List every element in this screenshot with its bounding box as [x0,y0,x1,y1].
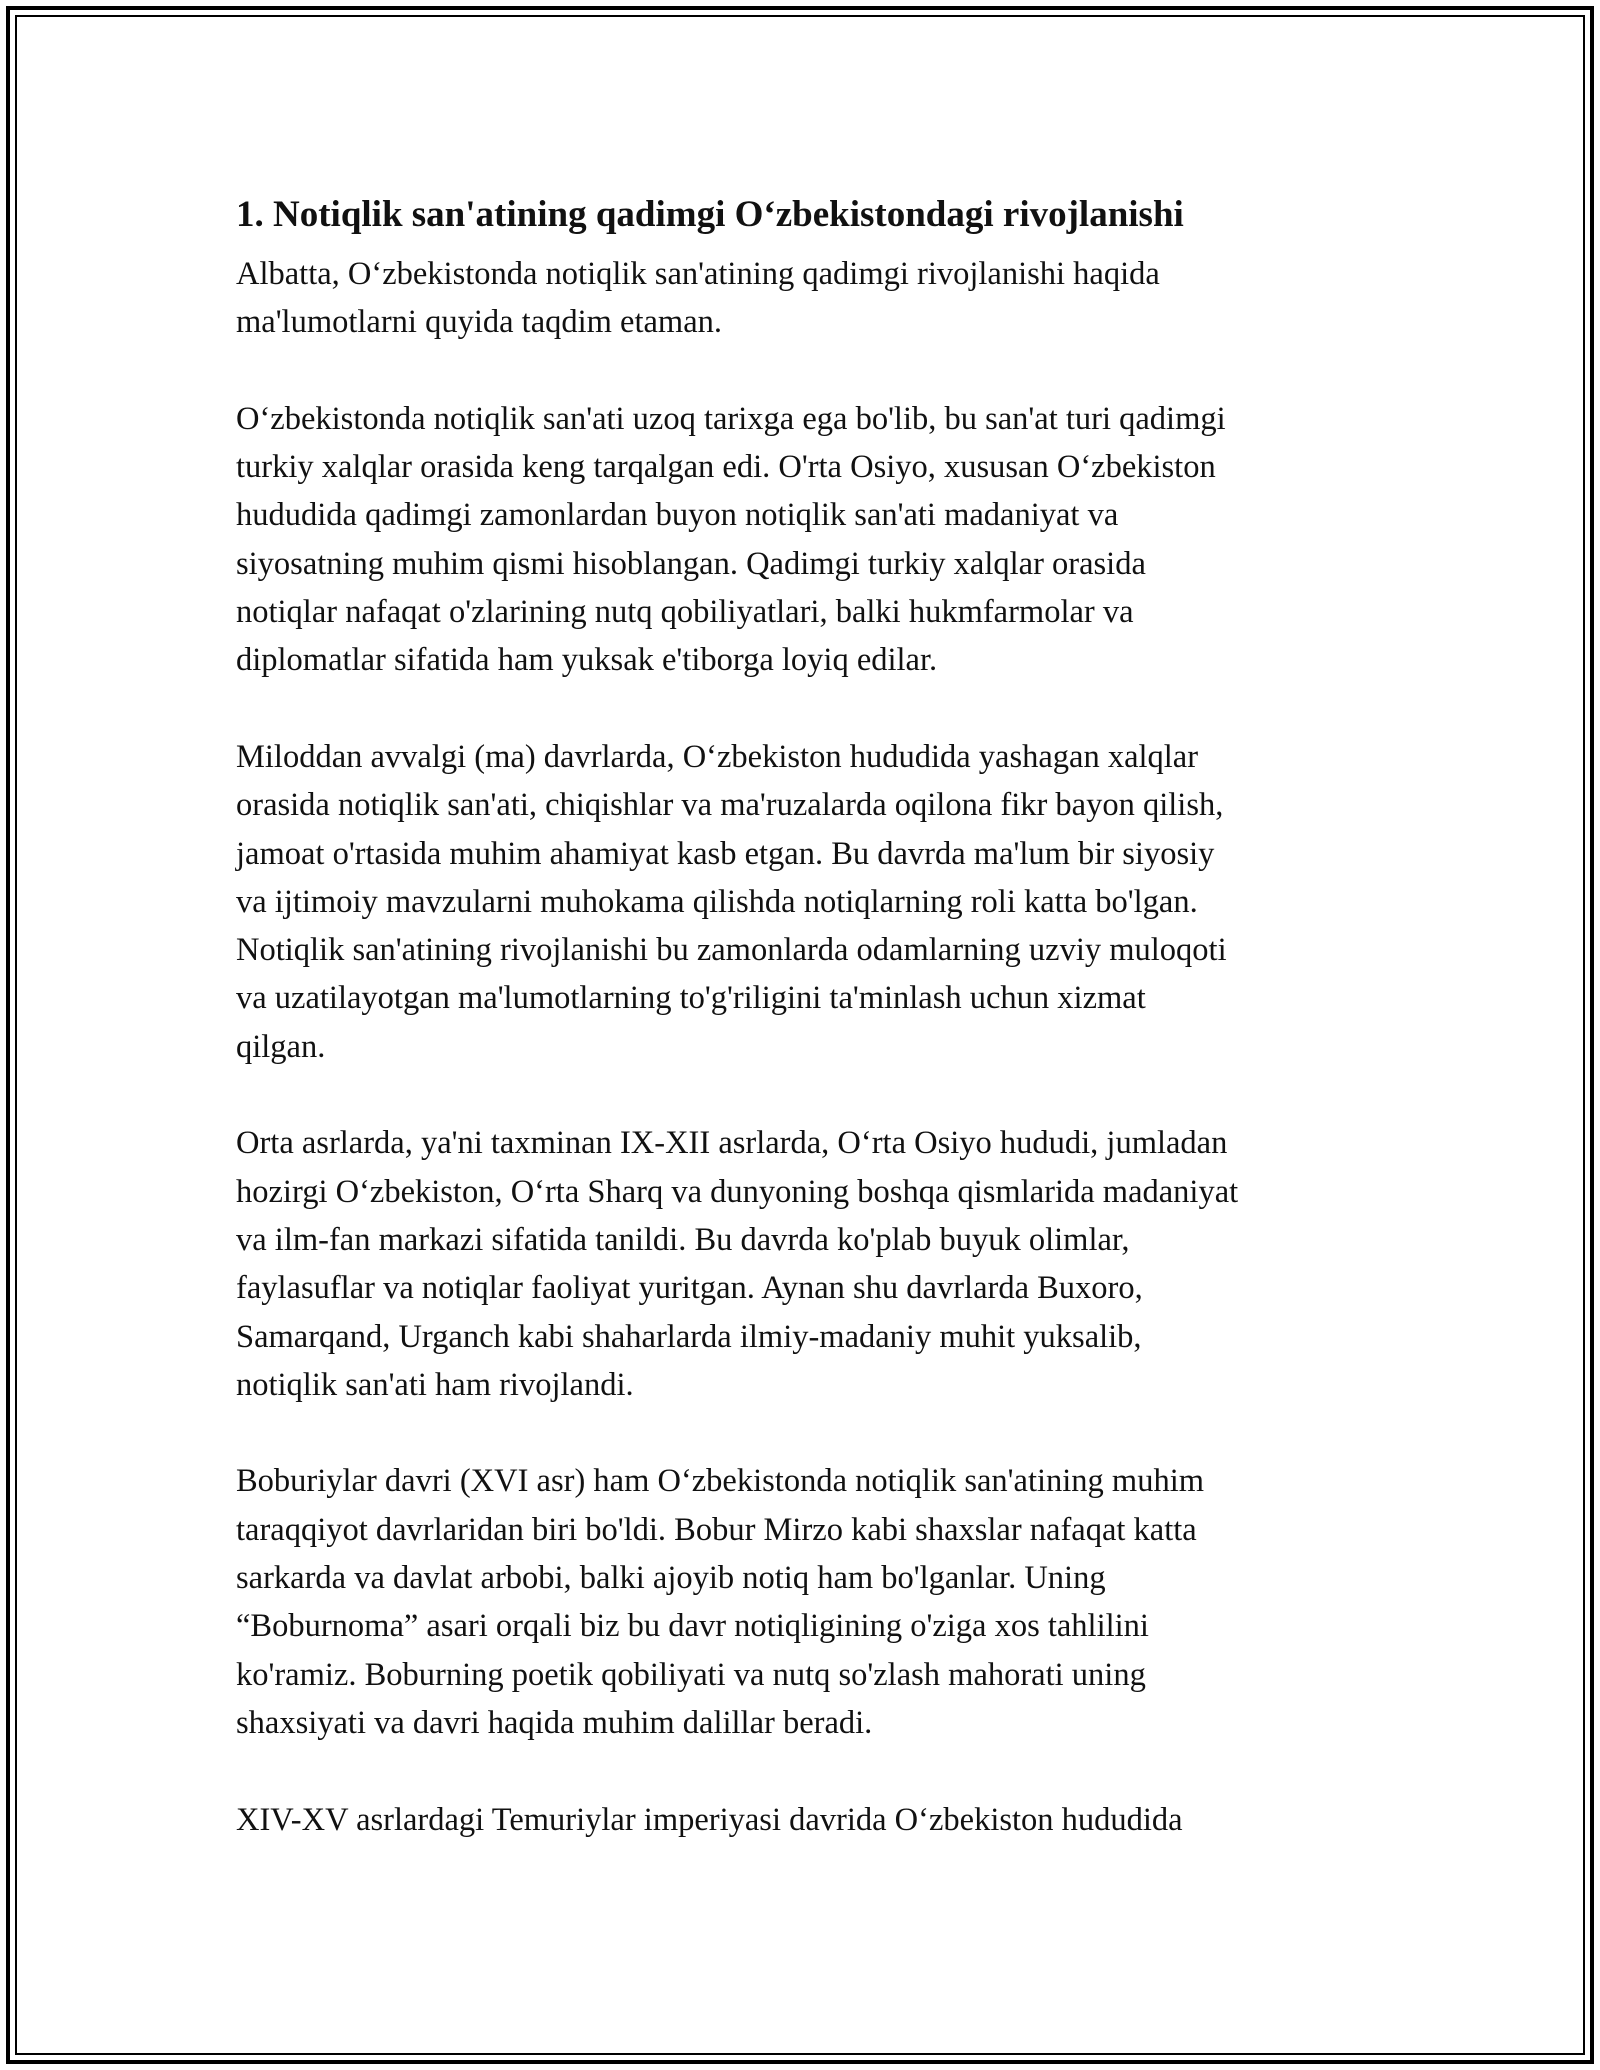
paragraph-line: faylasuflar va notiqlar faoliyat yuritgan. Aynan shu davrlarda Buxoro, [236,1270,1143,1307]
paragraph-line: jamoat o'rtasida muhim ahamiyat kasb etgan. Bu davrda ma'lum bir siyosiy [236,835,1215,872]
document-body [236,188,1396,1892]
paragraph-line: ma'lumotlarni quyida taqdim etaman. [236,304,723,341]
paragraph-line: taraqqiyot davrlaridan biri bo'ldi. Bobur Mirzo kabi shaxslar nafaqat katta [236,1511,1197,1548]
paragraph-line: qilgan. [236,1028,326,1065]
paragraph-line: notiqlar nafaqat o'zlarining nutq qobiliyatlari, balki hukmfarmolar va [236,594,1134,631]
paragraph-line: Notiqlik san'atining rivojlanishi bu zamonlarda odamlarning uzviy muloqoti [236,932,1227,969]
paragraph-line: hozirgi O‘zbekiston, O‘rta Sharq va dunyoning boshqa qismlarida madaniyat [236,1173,1239,1210]
paragraph-line: ko'ramiz. Boburning poetik qobiliyati va nutq so'zlash mahorati uning [236,1656,1146,1693]
paragraph [236,733,1396,1071]
paragraph-line: va ilm-fan markazi sifatida tanildi. Bu davrda ko'plab buyuk olimlar, [236,1221,1130,1258]
paragraph [236,1796,1396,1844]
paragraph-line: sarkarda va davlat arbobi, balki ajoyib notiq ham bo'lganlar. Uning [236,1560,1106,1597]
paragraph-line: Albatta, O‘zbekistonda notiqlik san'atining qadimgi rivojlanishi haqida [236,256,1160,292]
paragraph-line: “Boburnoma” asari orqali biz bu davr notiqligining o'ziga xos tahlilini [236,1608,1149,1645]
paragraph [236,1119,1396,1409]
paragraph-line: va uzatilayotgan ma'lumotlarning to'g'riligini ta'minlash uchun xizmat [236,980,1146,1017]
paragraph-list [236,250,1396,1844]
paragraph-line: Orta asrlarda, ya'ni taxminan IX-XII asrlarda, O‘rta Osiyo hududi, jumladan [236,1125,1228,1162]
section-heading: 1. Notiqlik san'atining qadimgi O‘zbekistondagi rivojlanishi [236,194,1184,235]
paragraph-line: turkiy xalqlar orasida keng tarqalgan edi. O'rta Osiyo, xususan O‘zbekiston [236,449,1216,486]
paragraph-line: hududida qadimgi zamonlardan buyon notiqlik san'ati madaniyat va [236,497,1119,534]
paragraph-line: Boburiylar davri (XVI asr) ham O‘zbekistonda notiqlik san'atining muhim [236,1463,1205,1500]
paragraph [236,1457,1396,1747]
paragraph-line: O‘zbekistonda notiqlik san'ati uzoq tarixga ega bo'lib, bu san'at turi qadimgi [236,400,1226,437]
paragraph [236,395,1396,685]
paragraph-line: Miloddan avvalgi (ma) davrlarda, O‘zbekiston hududida yashagan xalqlar [236,738,1199,775]
paragraph-line: diplomatlar sifatida ham yuksak e'tiborga loyiq edilar. [236,642,938,679]
paragraph [236,250,1396,347]
paragraph-line: notiqlik san'ati ham rivojlandi. [236,1366,634,1403]
paragraph-line: va ijtimoiy mavzularni muhokama qilishda notiqlarning roli katta bo'lgan. [236,883,1198,920]
paragraph-line: XIV-XV asrlardagi Temuriylar imperiyasi davrida O‘zbekiston hududida [236,1801,1183,1838]
paragraph-line: Samarqand, Urganch kabi shaharlarda ilmiy-madaniy muhit yuksalib, [236,1318,1142,1355]
paragraph-line: siyosatning muhim qismi hisoblangan. Qadimgi turkiy xalqlar orasida [236,545,1146,582]
paragraph-line: orasida notiqlik san'ati, chiqishlar va ma'ruzalarda oqilona fikr bayon qilish, [236,787,1224,824]
paragraph-line: shaxsiyati va davri haqida muhim dalillar beradi. [236,1704,873,1741]
